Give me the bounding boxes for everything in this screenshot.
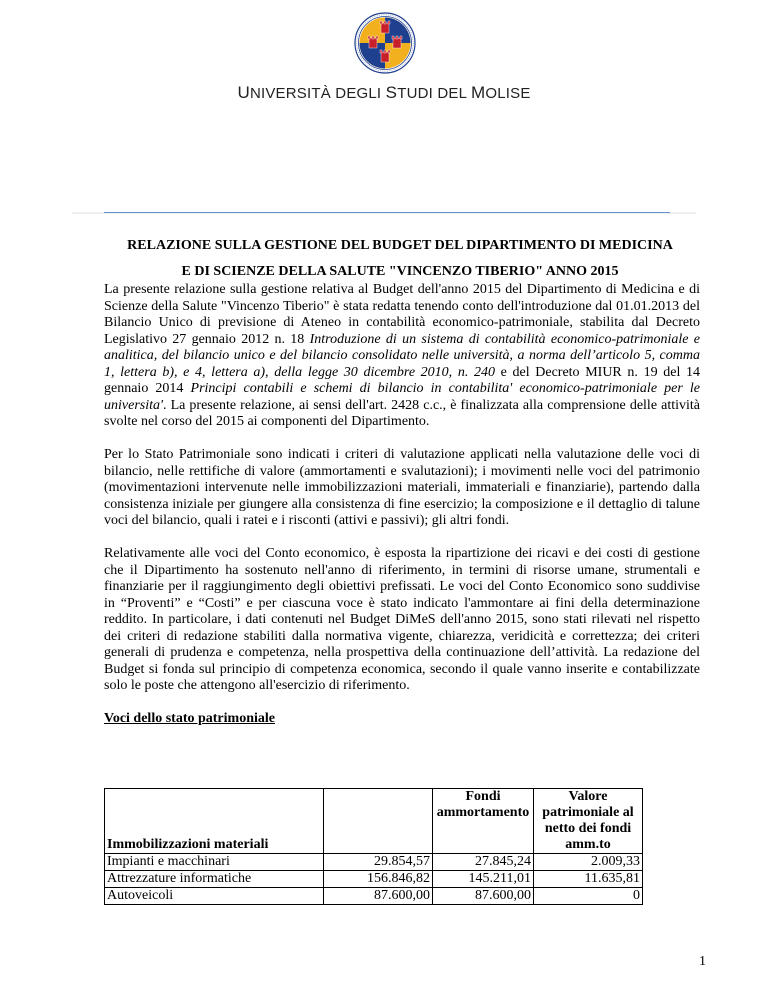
title-line-2: E DI SCIENZE DELLA SALUTE "VINCENZO TIBERIO" ANNO 2015: [181, 264, 619, 279]
row-fondi: 87.600,00: [433, 888, 534, 905]
conto-economico-paragraph: Relativamente alle voci del Conto economico, è esposta la ripartizione dei ricavi e dei costi di gestione che il Dipartimento ha sostenuto nell'anno di riferimento, in termini di risorse umane, strumentali e finanziarie per il raggiungimento degli obiettivi prefissati. Le voci del Conto Economico sono suddivise in “Proventi” e “Costi” e per ciascuna voce è stato indicato l'ammontare ai fini della determinazione reddito. In particolare, i dati contenuti nel Budget DiMeS dell'anno 2015, sono stati rilevati nel rispetto dei criteri di redazione stabiliti dalla normativa vigente, chiarezza, veridicità e correttezza; dei criteri generali di prudenza e competenza, nella prospettiva della continuazione dell’attività. La redazione del Budget si fonda sul principio di competenza economica, secondo il quale vanno inserite e contabilizzate solo le poste che attengono all'esercizio di riferimento.: [104, 546, 700, 693]
row-netto: 11.635,81: [534, 871, 643, 888]
intro-paragraph: [104, 282, 700, 431]
stato-patrimoniale-paragraph: Per lo Stato Patrimoniale sono indicati i criteri di valutazione applicati nella valutazione delle voci di bilancio, nelle rettifiche di valore (ammortamenti e svalutazioni); i movimenti nelle voci del patrimonio (movimentazioni intervenute nelle immobilizzazioni materiali, immateriali e finanziarie), partendo dalla consistenza iniziale per giungere alla consistenza di fine esercizio; la composizione e il dettaglio di talune voci del bilancio, quali i ratei e i risconti (attivi e passivi); gli altri fondi.: [104, 447, 700, 528]
row-value: 87.600,00: [324, 888, 433, 905]
row-netto: 2.009,33: [534, 854, 643, 871]
table-header-row: [105, 789, 643, 854]
row-value: 29.854,57: [324, 854, 433, 871]
university-name-part: S: [385, 83, 398, 102]
document-title: [100, 233, 700, 285]
row-name: Autoveicoli: [105, 888, 324, 905]
university-name-part: OLISE: [485, 85, 531, 102]
title-line-1: RELAZIONE SULLA GESTIONE DEL BUDGET DEL DIPARTIMENTO DI MEDICINA: [127, 238, 673, 253]
header-divider: [104, 212, 670, 213]
intro-italic-2: Principi contabili e schemi di bilancio in contabilita' economico-patrimoniale per le universita': [104, 381, 700, 413]
intro-text-2: e del Decreto MIUR n. 19 del 14 gennaio 2014: [104, 364, 700, 396]
intro-text-3: . La presente relazione, ai sensi dell'art. 2428 c.c., è finalizzata alla comprensione delle attività svolte nel corso del 2015 ai componenti del Dipartimento.: [104, 397, 700, 429]
university-seal-icon: [354, 12, 416, 74]
intro-italic-1: Introduzione di un sistema di contabilità economico-patrimoniale e analitica, del bilancio unico e del bilancio consolidato nelle università, a norma dell’articolo 5, comma 1, lettera b), e 4, lettera a), della legge 30 dicembre 2010, n. 240: [104, 331, 700, 380]
table-row: [105, 888, 643, 905]
university-name-part: NIVERSITÀ DEGLI: [249, 85, 386, 102]
university-name-part: U: [237, 83, 250, 102]
university-logo: [354, 12, 416, 74]
university-name-part: TUDI DEL: [397, 85, 471, 102]
university-name-part: M: [470, 83, 486, 102]
row-name: Impianti e macchinari: [105, 854, 324, 871]
header-immobilizzazioni: Immobilizzazioni materiali: [105, 789, 324, 854]
header-netto: Valore patrimoniale al netto dei fondi amm.to: [534, 789, 643, 854]
intro-text-1: La presente relazione sulla gestione relativa al Budget dell'anno 2015 del Dipartimento di Medicina e di Scienze della Salute "Vincenzo Tiberio" è stata redatta tenendo conto dell'introduzione dal 01.01.2013 del Bilancio Unico di previsione di Ateneo in contabilità economico-patrimoniale, stabilita dal Decreto Legislativo 27 gennaio 2012 n. 18: [104, 282, 700, 347]
row-netto: 0: [534, 888, 643, 905]
table-row: [105, 871, 643, 888]
header-valore: [324, 789, 433, 854]
row-name: Attrezzature informatiche: [105, 871, 324, 888]
row-fondi: 27.845,24: [433, 854, 534, 871]
document-body: [104, 282, 700, 744]
row-fondi: 145.211,01: [433, 871, 534, 888]
assets-table: [104, 788, 643, 905]
section-title: Voci dello stato patrimoniale: [104, 711, 275, 726]
table-row: [105, 854, 643, 871]
header-fondi: Fondi ammortamento: [433, 789, 534, 854]
university-name: [0, 83, 768, 103]
page-number: 1: [699, 954, 706, 969]
row-value: 156.846,82: [324, 871, 433, 888]
